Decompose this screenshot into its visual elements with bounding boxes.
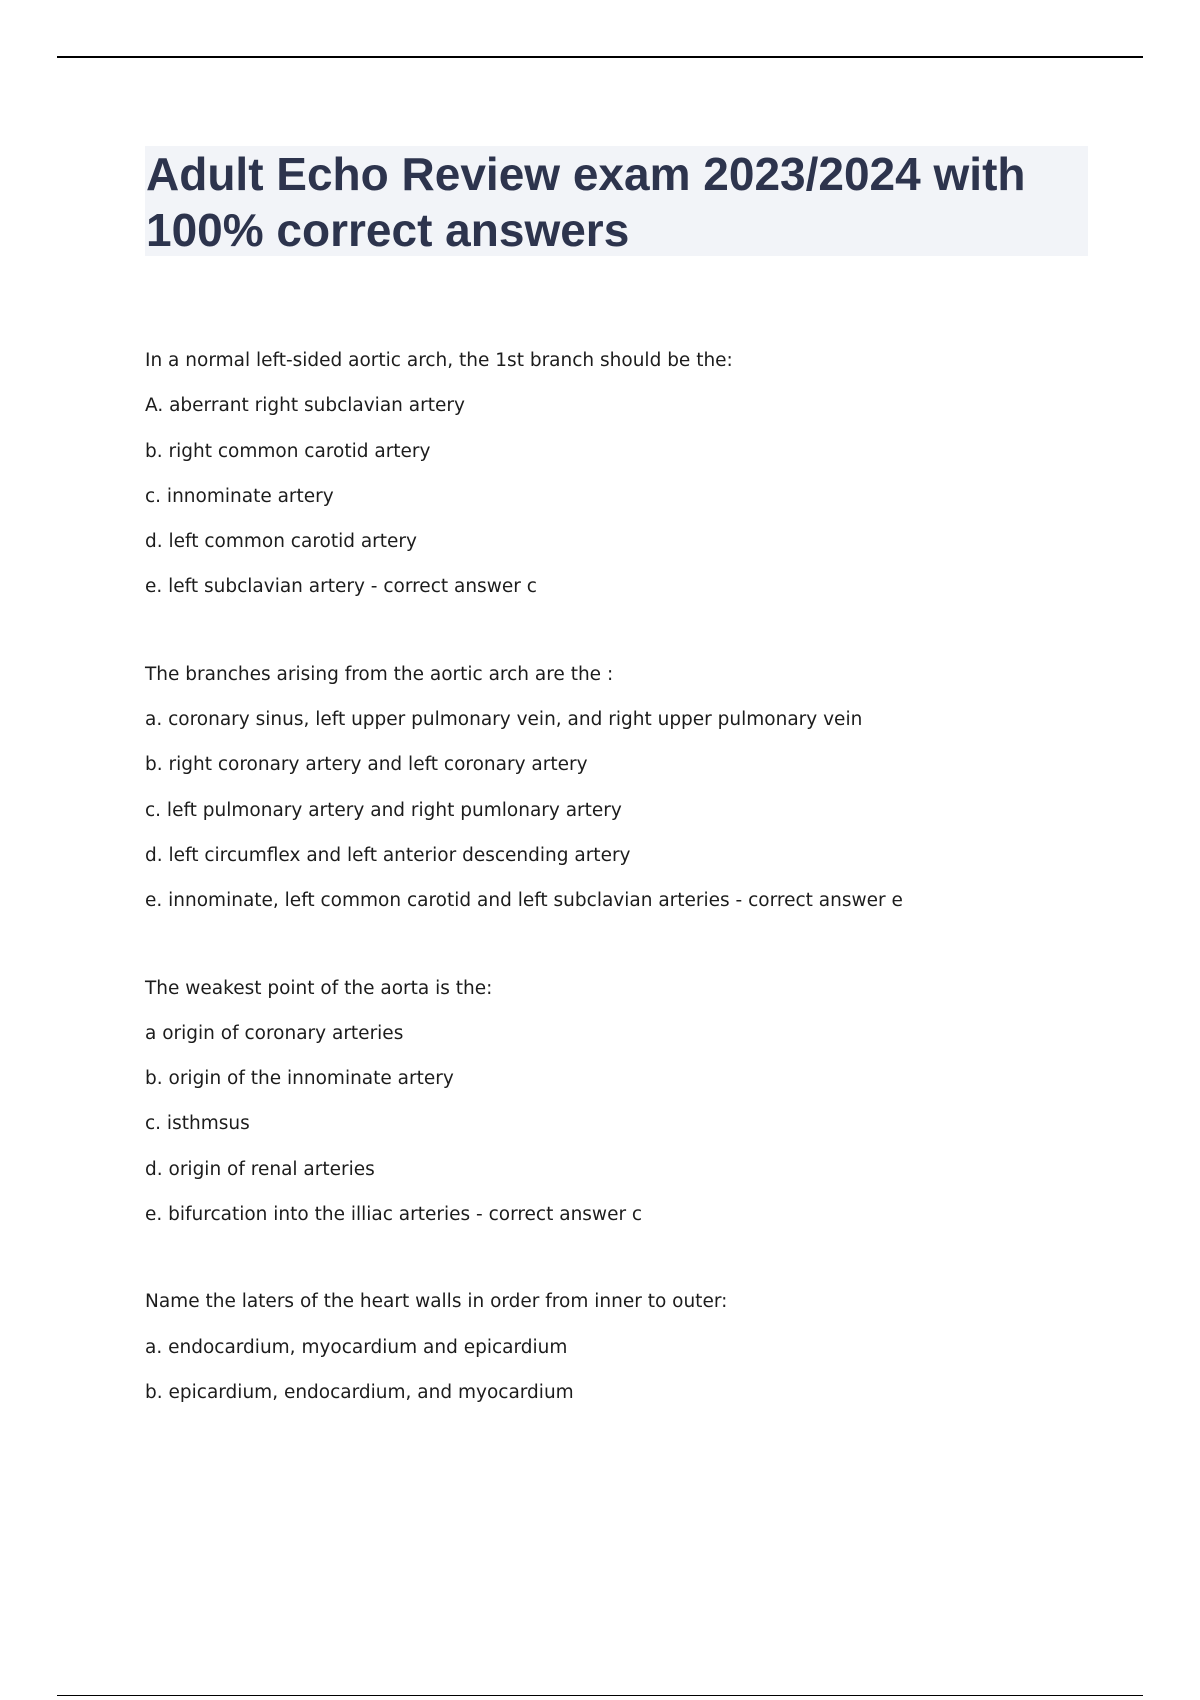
answer-option: d. left circumflex and left anterior descending artery bbox=[145, 844, 631, 866]
question-block bbox=[145, 1284, 1105, 1420]
top-rule bbox=[57, 56, 1143, 58]
answer-option: A. aberrant right subclavian artery bbox=[145, 395, 465, 417]
question-prompt: The weakest point of the aorta is the: bbox=[145, 977, 493, 999]
question-prompt: The branches arising from the aortic arch are the : bbox=[145, 663, 614, 685]
question-block bbox=[145, 657, 1105, 929]
answer-option: a. endocardium, myocardium and epicardium bbox=[145, 1336, 568, 1358]
answer-option: c. isthmsus bbox=[145, 1113, 250, 1135]
answer-option: b. right coronary artery and left coronary artery bbox=[145, 754, 588, 776]
answer-option: b. origin of the innominate artery bbox=[145, 1068, 454, 1090]
answer-option-with-correct-answer: e. innominate, left common carotid and left subclavian arteries - correct answer e bbox=[145, 890, 903, 912]
page-title bbox=[145, 146, 1088, 258]
title-banner bbox=[145, 146, 1088, 256]
answer-option: b. epicardium, endocardium, and myocardium bbox=[145, 1381, 574, 1403]
answer-option: a. coronary sinus, left upper pulmonary vein, and right upper pulmonary vein bbox=[145, 709, 863, 731]
page-title-line-2: 100% correct answers bbox=[146, 204, 630, 256]
bottom-rule bbox=[57, 1695, 1143, 1696]
answer-option: d. left common carotid artery bbox=[145, 531, 417, 553]
question-prompt: Name the laters of the heart walls in order from inner to outer: bbox=[145, 1291, 728, 1313]
question-block bbox=[145, 971, 1105, 1243]
answer-option: d. origin of renal arteries bbox=[145, 1158, 375, 1180]
question-prompt: In a normal left-sided aortic arch, the 1st branch should be the: bbox=[145, 350, 733, 371]
question-list bbox=[145, 343, 1105, 1462]
answer-option: b. right common carotid artery bbox=[145, 440, 431, 462]
answer-option: c. left pulmonary artery and right pumlonary artery bbox=[145, 799, 622, 821]
answer-option: c. innominate artery bbox=[145, 485, 334, 507]
answer-option-with-correct-answer: e. bifurcation into the illiac arteries - correct answer c bbox=[145, 1204, 643, 1226]
page-title-line-1: Adult Echo Review exam 2023/2024 with bbox=[146, 148, 1026, 200]
answer-option-with-correct-answer: e. left subclavian artery - correct answer c bbox=[145, 576, 537, 598]
question-block bbox=[145, 343, 1105, 615]
answer-option: a origin of coronary arteries bbox=[145, 1022, 404, 1044]
